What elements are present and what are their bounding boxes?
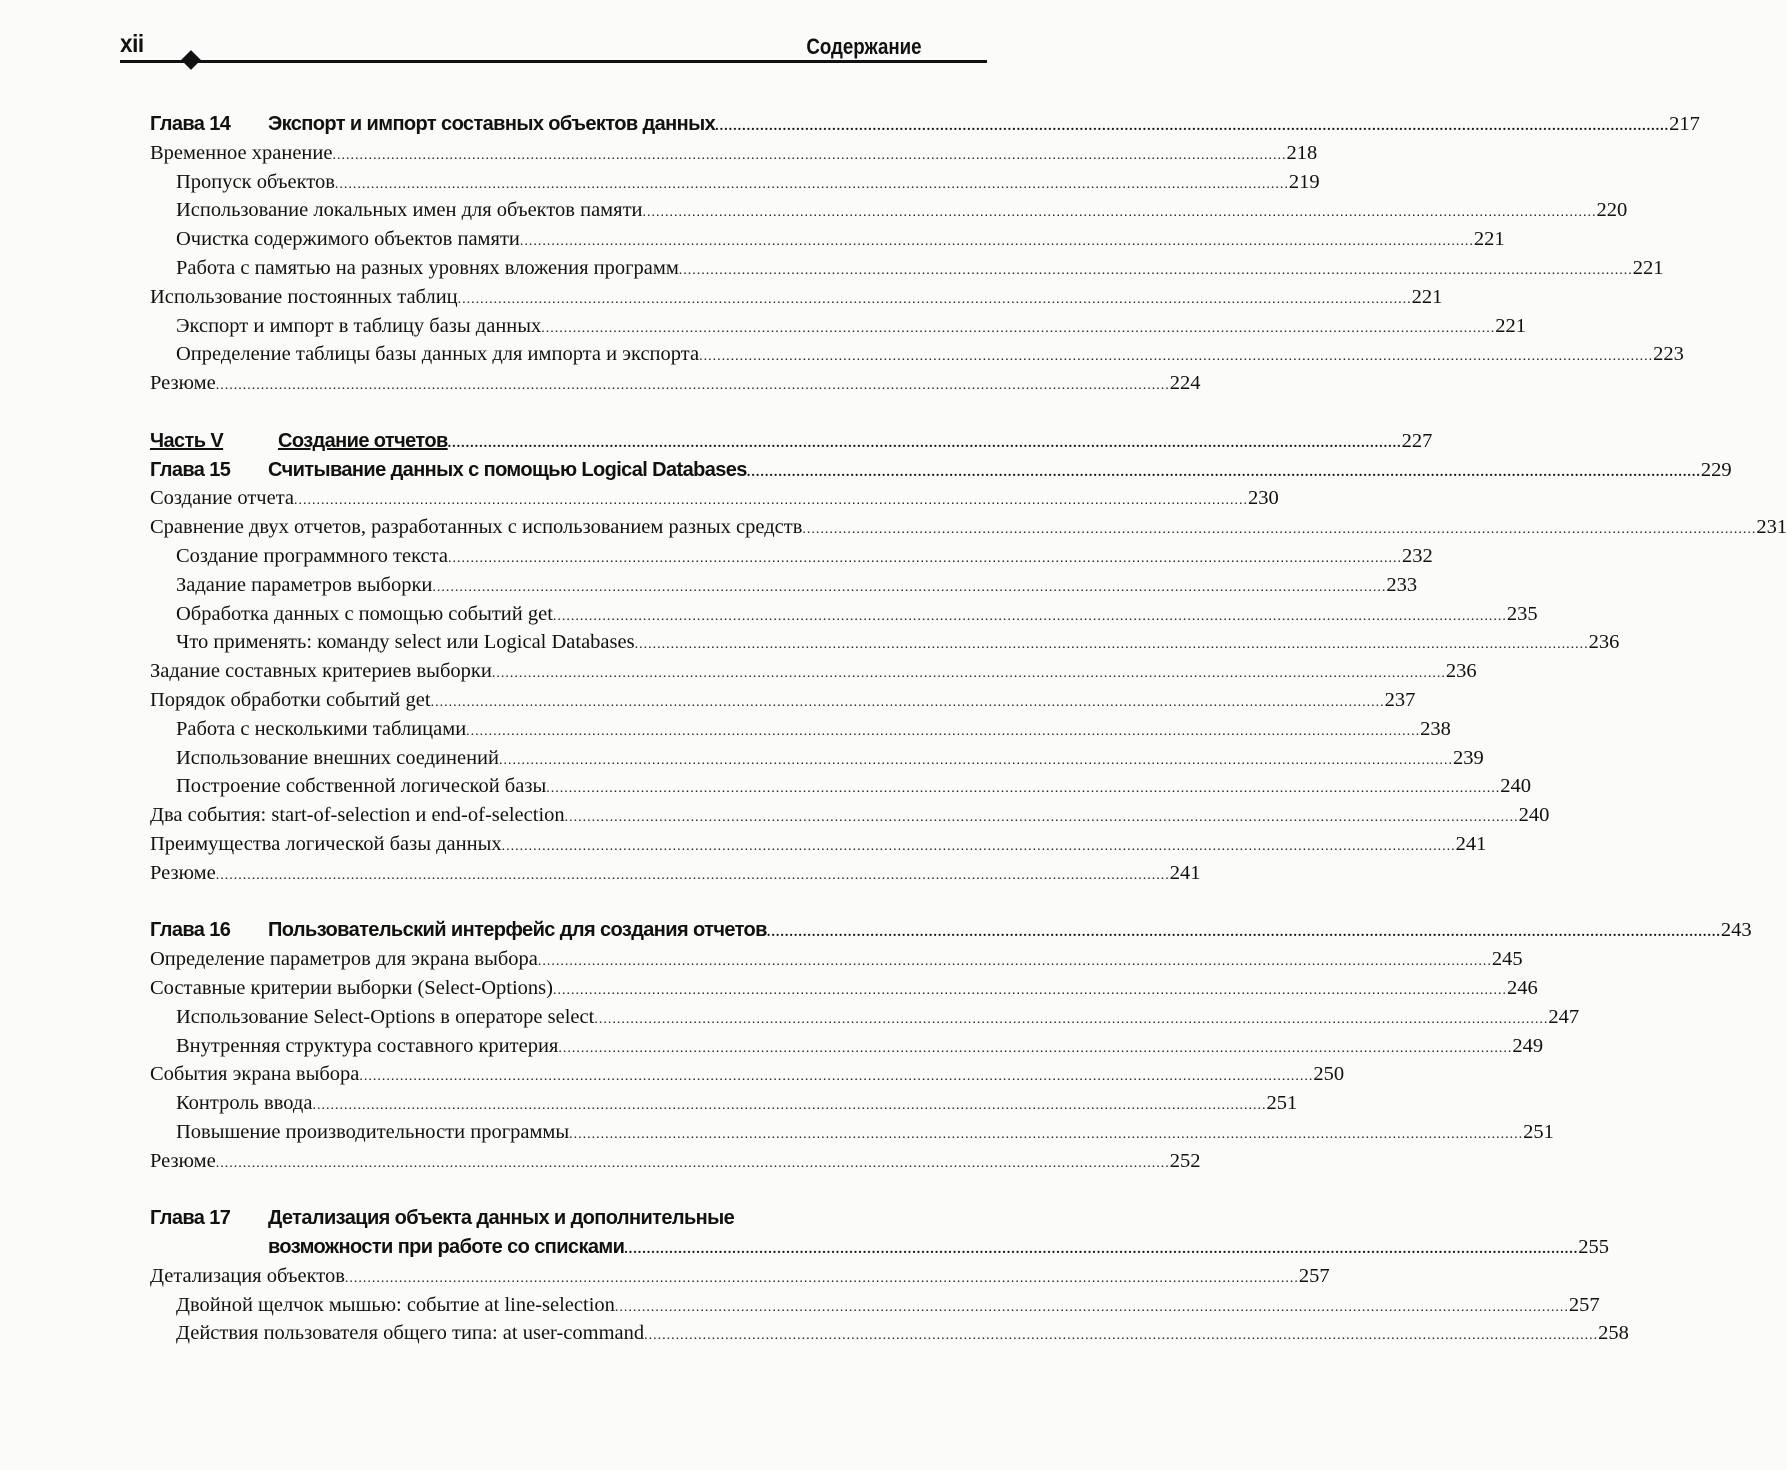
leader-dots bbox=[431, 686, 1385, 718]
toc-entry[interactable] bbox=[150, 513, 1787, 542]
leader-dots bbox=[335, 168, 1289, 200]
leader-dots bbox=[624, 1233, 1578, 1265]
toc-entry[interactable] bbox=[150, 1003, 1580, 1032]
leader-dots bbox=[216, 1147, 1170, 1179]
toc-entry[interactable] bbox=[150, 484, 1279, 513]
page-ref: 224 bbox=[1169, 372, 1201, 395]
entry-title: Резюме bbox=[150, 1149, 216, 1172]
entry-title: Сравнение двух отчетов, разработанных с использованием разных средств bbox=[150, 516, 803, 539]
page-ref: 236 bbox=[1445, 660, 1477, 683]
page-ref: 221 bbox=[1411, 285, 1443, 308]
leader-dots bbox=[448, 542, 1402, 574]
entry-title: Использование локальных имен для объектов памяти bbox=[176, 199, 643, 222]
entry-title: Преимущества логической базы данных bbox=[150, 832, 502, 855]
page-ref: 245 bbox=[1491, 948, 1523, 971]
page-ref: 250 bbox=[1313, 1063, 1345, 1086]
leader-dots bbox=[458, 283, 1412, 315]
leader-dots bbox=[644, 1319, 1598, 1351]
entry-title: Использование постоянных таблиц bbox=[150, 285, 458, 308]
chapter-number: Глава 17 bbox=[150, 1207, 231, 1230]
entry-title: Определение параметров для экрана выбора bbox=[150, 948, 538, 971]
leader-dots bbox=[216, 369, 1170, 401]
entry-title: Порядок обработки событий get bbox=[150, 688, 431, 711]
leader-dots bbox=[747, 456, 1701, 488]
header-rule bbox=[120, 60, 987, 63]
toc-entry[interactable] bbox=[150, 571, 1418, 600]
toc-entry[interactable] bbox=[150, 715, 1451, 744]
page-ref: 257 bbox=[1298, 1264, 1330, 1287]
toc-entry[interactable] bbox=[150, 1118, 1554, 1147]
toc-entry[interactable] bbox=[150, 312, 1527, 341]
part-number: Часть V bbox=[150, 429, 224, 452]
page-ref: 220 bbox=[1596, 199, 1628, 222]
entry-title: Задание параметров выборки bbox=[176, 573, 433, 596]
page-ref: 246 bbox=[1506, 976, 1538, 999]
part-title: Создание отчетов bbox=[278, 429, 448, 452]
toc-entry[interactable] bbox=[150, 945, 1523, 974]
chapter-number: Глава 15 bbox=[150, 458, 231, 481]
toc-entry[interactable] bbox=[150, 542, 1433, 571]
page-ref: 257 bbox=[1568, 1293, 1600, 1316]
toc-entry[interactable] bbox=[150, 744, 1484, 773]
diamond-ornament-icon bbox=[181, 50, 201, 70]
toc-entry[interactable] bbox=[150, 1147, 1201, 1176]
page-ref: 236 bbox=[1588, 631, 1620, 654]
entry-title: Использование внешних соединений bbox=[176, 746, 499, 769]
toc-entry[interactable] bbox=[150, 686, 1416, 715]
chapter-heading[interactable] bbox=[150, 110, 1700, 139]
leader-dots bbox=[643, 196, 1597, 228]
spacer bbox=[150, 1175, 973, 1204]
page-ref: 240 bbox=[1518, 804, 1550, 827]
leader-dots bbox=[359, 1060, 1313, 1092]
leader-dots bbox=[546, 772, 1500, 804]
leader-dots bbox=[594, 1003, 1548, 1035]
toc-entry[interactable] bbox=[150, 859, 1201, 888]
toc-entry[interactable] bbox=[150, 600, 1538, 629]
page-ref: 221 bbox=[1495, 314, 1527, 337]
leader-dots bbox=[492, 657, 1446, 689]
entry-title: Работа с памятью на разных уровнях вложения программ bbox=[176, 256, 679, 279]
leader-dots bbox=[565, 801, 1519, 833]
toc-entry[interactable] bbox=[150, 974, 1538, 1003]
entry-title: Что применять: команду select или Logical Databases bbox=[176, 631, 635, 654]
leader-dots bbox=[541, 312, 1495, 344]
leader-dots bbox=[520, 225, 1474, 257]
page-ref: 218 bbox=[1286, 141, 1318, 164]
toc-entry[interactable] bbox=[150, 1319, 1629, 1348]
toc-entry[interactable] bbox=[150, 283, 1443, 312]
page-ref: 229 bbox=[1700, 458, 1732, 481]
entry-title: Создание программного текста bbox=[176, 544, 448, 567]
toc-entry[interactable] bbox=[150, 369, 1201, 398]
toc-entry[interactable] bbox=[150, 1262, 1330, 1291]
page-ref: 240 bbox=[1500, 775, 1531, 798]
leader-dots bbox=[538, 945, 1492, 977]
chapter-number: Глава 16 bbox=[150, 919, 231, 942]
page-ref: 241 bbox=[1455, 832, 1487, 855]
page-ref: 221 bbox=[1632, 256, 1664, 279]
leader-dots bbox=[699, 340, 1653, 372]
leader-dots bbox=[345, 1262, 1299, 1294]
chapter-heading[interactable] bbox=[150, 916, 1752, 945]
page-number: xii bbox=[120, 30, 144, 58]
leader-dots bbox=[294, 484, 1248, 516]
page-header bbox=[0, 0, 1000, 80]
toc-entry[interactable] bbox=[150, 628, 1620, 657]
entry-title: Действия пользователя общего типа: at user-command bbox=[176, 1322, 645, 1345]
toc-entry[interactable] bbox=[150, 1089, 1298, 1118]
page-ref: 223 bbox=[1653, 343, 1684, 366]
chapter-number: Глава 14 bbox=[150, 113, 231, 135]
part-heading[interactable] bbox=[150, 427, 1433, 456]
leader-dots bbox=[679, 254, 1633, 286]
page-ref: 251 bbox=[1266, 1092, 1298, 1115]
leader-dots bbox=[499, 744, 1453, 776]
entry-title: Задание составных критериев выборки bbox=[150, 660, 492, 683]
page-ref: 241 bbox=[1169, 861, 1201, 884]
entry-title: Детализация объектов bbox=[150, 1264, 345, 1287]
leader-dots bbox=[502, 830, 1456, 862]
page-ref: 232 bbox=[1401, 544, 1433, 567]
page-ref: 252 bbox=[1169, 1149, 1201, 1172]
page-ref: 258 bbox=[1598, 1322, 1629, 1345]
page-ref: 230 bbox=[1248, 487, 1279, 510]
leader-dots bbox=[615, 1291, 1569, 1323]
page-ref: 251 bbox=[1523, 1120, 1554, 1143]
entry-title: Использование Select-Options в операторе select bbox=[176, 1005, 595, 1028]
entry-title: Пропуск объектов bbox=[176, 170, 335, 193]
leader-dots bbox=[332, 139, 1286, 171]
entry-title: Контроль ввода bbox=[176, 1092, 313, 1115]
toc-entry[interactable] bbox=[150, 196, 1628, 225]
chapter-title: Детализация объекта данных и дополнительные bbox=[268, 1207, 735, 1230]
page-ref: 238 bbox=[1420, 717, 1451, 740]
table-of-contents bbox=[150, 110, 1787, 1348]
entry-title: Обработка данных с помощью событий get bbox=[176, 602, 553, 625]
spacer bbox=[150, 888, 973, 917]
entry-title: События экрана выбора bbox=[150, 1063, 360, 1086]
chapter-title: Пользовательский интерфейс для создания отчетов bbox=[268, 919, 767, 942]
leader-dots bbox=[312, 1089, 1266, 1121]
leader-dots bbox=[448, 427, 1402, 459]
page-ref: 227 bbox=[1401, 429, 1433, 452]
entry-title: Очистка содержимого объектов памяти bbox=[176, 228, 520, 251]
leader-dots bbox=[466, 715, 1420, 747]
chapter-heading-line1[interactable] bbox=[150, 1204, 973, 1233]
toc-entry[interactable] bbox=[150, 225, 1505, 254]
page-ref: 231 bbox=[1756, 516, 1787, 539]
toc-entry[interactable] bbox=[150, 254, 1664, 283]
toc-entry[interactable] bbox=[150, 801, 1550, 830]
toc-entry[interactable] bbox=[150, 1060, 1345, 1089]
toc-entry[interactable] bbox=[150, 340, 1684, 369]
entry-title: Внутренняя структура составного критерия bbox=[176, 1034, 559, 1057]
chapter-title-cont: возможности при работе со списками bbox=[268, 1236, 625, 1259]
toc-entry[interactable] bbox=[150, 772, 1531, 801]
leader-dots bbox=[767, 916, 1721, 948]
leader-dots bbox=[558, 1032, 1512, 1064]
entry-title: Резюме bbox=[150, 861, 216, 884]
chapter-heading-line2[interactable] bbox=[150, 1233, 1610, 1262]
leader-dots bbox=[635, 628, 1589, 660]
toc-entry[interactable] bbox=[150, 830, 1487, 859]
toc-entry[interactable] bbox=[150, 139, 1318, 168]
page-ref: 243 bbox=[1720, 919, 1752, 942]
leader-dots bbox=[569, 1118, 1523, 1150]
entry-title: Создание отчета bbox=[150, 487, 295, 510]
page-ref: 249 bbox=[1512, 1034, 1544, 1057]
page-ref: 233 bbox=[1386, 573, 1418, 596]
leader-dots bbox=[216, 859, 1170, 891]
leader-dots bbox=[715, 110, 1669, 142]
page-ref: 219 bbox=[1288, 170, 1320, 193]
entry-title: Определение таблицы базы данных для импорта и экспорта bbox=[176, 343, 700, 366]
toc-entry[interactable] bbox=[150, 168, 1320, 197]
entry-title: Повышение производительности программы bbox=[176, 1120, 570, 1143]
leader-dots bbox=[553, 974, 1507, 1006]
chapter-heading[interactable] bbox=[150, 456, 1732, 485]
leader-dots bbox=[553, 600, 1507, 632]
entry-title: Двойной щелчок мышью: событие at line-selection bbox=[176, 1293, 615, 1316]
page-ref: 235 bbox=[1506, 602, 1538, 625]
spacer bbox=[150, 398, 973, 427]
entry-title: Резюме bbox=[150, 372, 216, 395]
chapter-title: Считывание данных с помощью Logical Databases bbox=[268, 458, 747, 481]
page-ref: 255 bbox=[1578, 1236, 1610, 1259]
entry-title: Работа с несколькими таблицами bbox=[176, 717, 467, 740]
entry-title: Два события: start-of-selection и end-of-selection bbox=[150, 804, 565, 827]
toc-entry[interactable] bbox=[150, 1032, 1544, 1061]
leader-dots bbox=[802, 513, 1756, 545]
toc-entry[interactable] bbox=[150, 1291, 1600, 1320]
toc-entry[interactable] bbox=[150, 657, 1477, 686]
running-head: Содержание bbox=[806, 34, 922, 59]
page-ref: 239 bbox=[1453, 746, 1484, 769]
entry-title: Временное хранение bbox=[150, 141, 333, 164]
entry-title: Экспорт и импорт в таблицу базы данных bbox=[176, 314, 542, 337]
page-ref: 247 bbox=[1548, 1005, 1580, 1028]
entry-title: Построение собственной логической базы bbox=[176, 775, 547, 798]
leader-dots bbox=[432, 571, 1386, 603]
page-ref: 237 bbox=[1384, 688, 1416, 711]
entry-title: Составные критерии выборки (Select-Options) bbox=[150, 976, 553, 999]
page-ref: 217 bbox=[1669, 113, 1700, 135]
page-ref: 221 bbox=[1473, 228, 1505, 251]
chapter-title: Экспорт и импорт составных объектов данных bbox=[268, 113, 716, 135]
